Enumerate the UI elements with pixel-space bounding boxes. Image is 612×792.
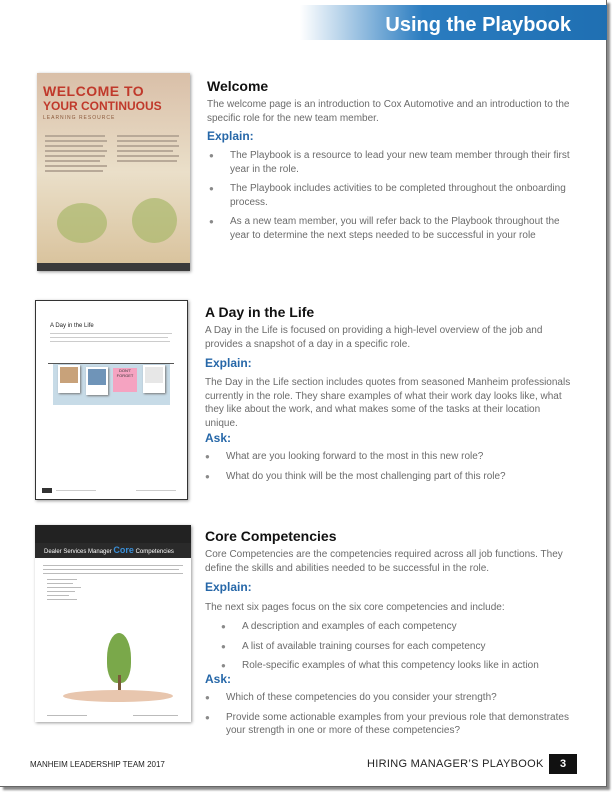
photo-card: [86, 367, 108, 395]
text-line: [117, 135, 179, 137]
text-line: [47, 599, 77, 600]
list-item: ● The Playbook includes activities to be completed throughout the onboarding process.: [209, 182, 577, 209]
text-line: [45, 140, 107, 142]
text-line: [45, 160, 100, 162]
page-title: Using the Playbook: [385, 14, 571, 36]
text-line: [45, 155, 105, 157]
text-line: [45, 165, 107, 167]
text-line: [133, 715, 178, 716]
text-line: [45, 135, 105, 137]
text-line: [43, 573, 183, 574]
thumbnail-title: A Day in the Life: [50, 323, 94, 329]
text-line: [117, 145, 179, 147]
text-line: [45, 150, 107, 152]
welcome-bullets: [209, 149, 577, 248]
thumbnail-footer: [37, 263, 190, 271]
text-line: [47, 579, 77, 580]
text-line: [47, 583, 73, 584]
section-title-core-competencies: Core Competencies: [205, 528, 337, 544]
thumbnail-heading-1: WELCOME TO: [43, 83, 145, 99]
text-line: [47, 715, 87, 716]
text-line: [136, 490, 176, 491]
footer-right-text: HIRING MANAGER’S PLAYBOOK: [367, 758, 544, 770]
text-line: [47, 595, 69, 596]
text-line: [117, 155, 179, 157]
day-in-life-explain-label: Explain:: [205, 356, 252, 370]
sticky-note: DON'T FORGET: [113, 368, 137, 392]
text-line: [45, 170, 103, 172]
text-line: [47, 591, 75, 592]
text-line: [47, 587, 81, 588]
list-item: ● As a new team member, you will refer back to the Playbook throughout the year to determine the next steps needed to be successful in your role: [209, 215, 577, 242]
section-title-welcome: Welcome: [207, 78, 269, 94]
clothesline: [48, 363, 174, 364]
core-competencies-explain-label: Explain:: [205, 580, 252, 594]
text-line: [45, 145, 103, 147]
list-item: ● Role-specific examples of what this competency looks like in action: [221, 659, 575, 673]
text-line: [50, 333, 172, 334]
list-item: ● What are you looking forward to the most in this new role?: [205, 450, 575, 464]
day-in-life-explain-text: The Day in the Life section includes quotes from seasoned Manheim professionals currently in the role. They share examples of what their work day looks like, what they like about the work, and what makes some of the tasks at their location unique.: [205, 377, 571, 429]
welcome-explain-label: Explain:: [207, 129, 254, 143]
footer-left-text: MANHEIM LEADERSHIP TEAM 2017: [30, 760, 165, 769]
text-line: [43, 565, 183, 566]
core-competencies-explain-text: The next six pages focus on the six core competencies and include:: [205, 602, 505, 613]
text-line: [56, 490, 96, 491]
thumbnail-heading-2: YOUR CONTINUOUS: [43, 99, 162, 113]
list-item: ● A description and examples of each competency: [221, 620, 575, 634]
list-item: ● A list of available training courses for each competency: [221, 640, 575, 654]
text-line: [43, 569, 179, 570]
welcome-intro: The welcome page is an introduction to Cox Automotive and an introduction to the specific role for the new team member.: [207, 99, 570, 124]
core-competencies-ask-bullets: [205, 691, 575, 744]
tree-illustration: [132, 198, 177, 243]
core-competencies-intro: Core Competencies are the competencies required across all job functions. They define the skills and abilities needed to be successful in the role.: [205, 549, 563, 574]
day-in-life-thumbnail: [35, 300, 188, 500]
thumbnail-footer: [42, 488, 52, 493]
thumbnail-header-suffix: Competencies: [135, 549, 174, 555]
thumbnail-header-core: Core: [113, 545, 134, 555]
core-competencies-thumbnail: [35, 525, 191, 722]
thumbnail-header-prefix: Dealer Services Manager: [44, 549, 112, 555]
text-line: [50, 337, 168, 338]
text-line: [50, 341, 170, 342]
thumbnail-subheading: LEARNING RESOURCE: [43, 115, 116, 121]
hand-illustration: [63, 690, 173, 702]
photo-card: [58, 365, 80, 393]
page-number: 3: [549, 754, 577, 774]
header-bar: [300, 5, 607, 40]
text-line: [117, 160, 177, 162]
core-competencies-ask-label: Ask:: [205, 672, 232, 686]
welcome-thumbnail: [37, 73, 190, 271]
text-line: [117, 150, 173, 152]
core-competencies-explain-bullets: [221, 620, 575, 679]
list-item: ● Provide some actionable examples from your previous role that demonstrates your strength in one or more of these competencies?: [205, 711, 575, 738]
day-in-life-ask-bullets: [205, 450, 575, 489]
photo-card: [143, 365, 165, 393]
tree-illustration: [57, 203, 107, 243]
list-item: ● What do you think will be the most challenging part of this role?: [205, 470, 575, 484]
list-item: ● Which of these competencies do you consider your strength?: [205, 691, 575, 705]
section-title-day-in-life: A Day in the Life: [205, 304, 315, 320]
day-in-life-ask-label: Ask:: [205, 431, 232, 445]
thumbnail-top-bar: [35, 525, 191, 543]
list-item: ● The Playbook is a resource to lead your new team member through their first year in the role.: [209, 149, 577, 176]
thumbnail-header: [35, 543, 191, 558]
day-in-life-intro: A Day in the Life is focused on providing a high-level overview of the job and provides a snapshot of a day in a specific role.: [205, 325, 543, 350]
text-line: [117, 140, 177, 142]
